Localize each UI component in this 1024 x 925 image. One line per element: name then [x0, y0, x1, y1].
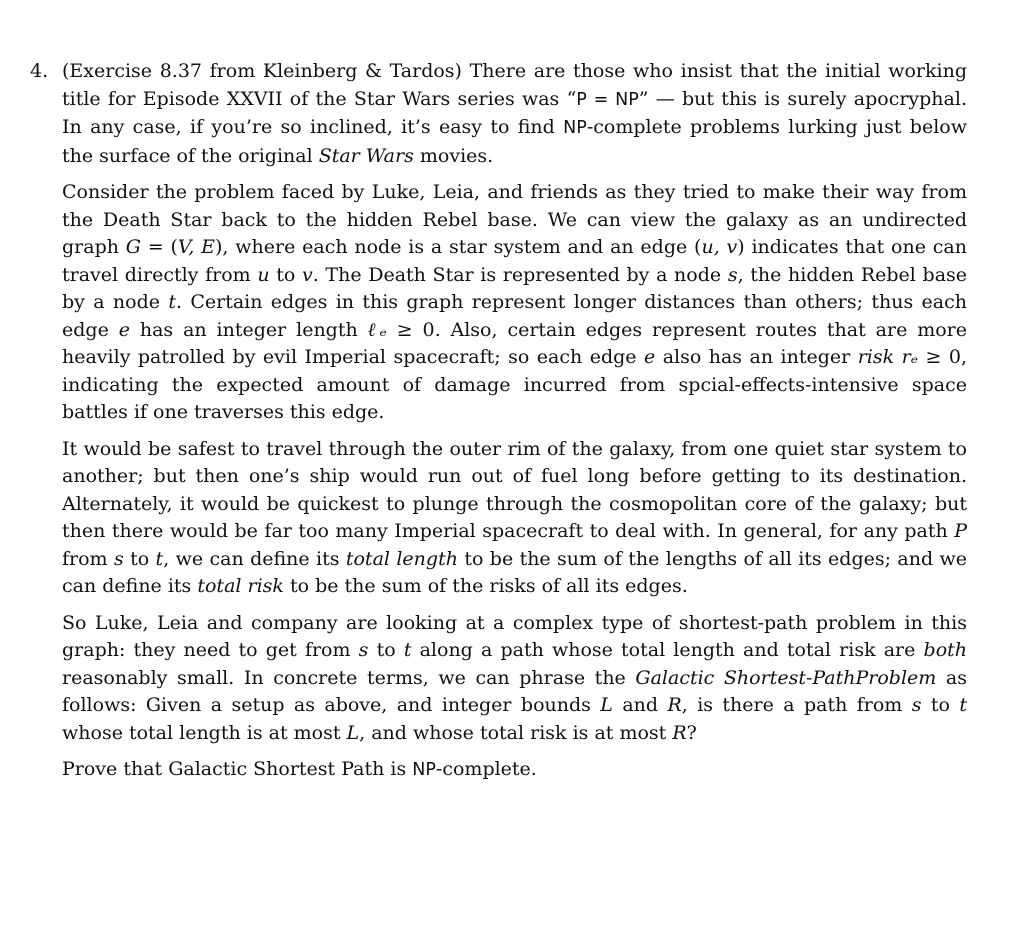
text-segment: t	[403, 639, 412, 661]
text-segment: s	[911, 694, 922, 716]
text-segment: to	[368, 639, 404, 661]
text-segment: . Certain edges in this graph represent longer distances than others; thus each edge	[62, 291, 967, 341]
text-segment: ≥ 0, indicating the expected amount of damage incurred from spcial-effects-intensive space battles if one traverses this edge.	[62, 346, 967, 423]
text-segment: and	[612, 694, 668, 716]
text-segment: Star Wars	[318, 144, 414, 167]
text-segment: , is there a path from	[681, 694, 912, 716]
text-segment: V, E	[177, 236, 216, 258]
text-segment: R	[667, 694, 682, 716]
paragraph-path-tradeoff	[62, 436, 967, 601]
text-segment: Consider the problem faced by Luke, Leia, and friends as they tried to make their way from the Death Star back to the hidden Rebel base. We can view the galaxy as an undirected graph	[62, 181, 967, 258]
text-segment: also has an integer	[655, 346, 858, 368]
problem-number: 4.	[30, 60, 49, 82]
text-segment: to	[269, 263, 302, 286]
text-segment: from	[62, 547, 114, 570]
text-segment: (Exercise 8.37 from Kleinberg & Tardos) There are those who insist that the initial working title for Episode XXVII of the Star Wars series was “	[62, 60, 967, 110]
text-segment: NP	[412, 760, 436, 780]
text-segment: reasonably small. In concrete terms, we can phrase the	[62, 666, 636, 689]
text-segment: t	[959, 694, 967, 716]
text-segment: , and whose total risk is at most	[359, 721, 673, 744]
text-segment: Prove that Galactic Shortest Path is	[62, 758, 413, 780]
text-segment: has an integer length	[129, 318, 368, 341]
problem-content	[62, 58, 967, 785]
text-segment: , we can define its	[163, 547, 346, 570]
exercise-problem	[30, 58, 970, 794]
text-segment: u	[257, 263, 270, 286]
text-segment: P	[954, 520, 967, 542]
text-segment: to be the sum of the lengths of all its edges; and we can define its	[62, 547, 967, 597]
text-segment: e	[643, 346, 656, 368]
text-segment: movies.	[413, 144, 494, 167]
text-segment: along a path whose total length and total risk are	[411, 639, 924, 661]
text-segment: -complete problems lurking just below the surface of the original	[62, 116, 967, 167]
text-segment: L	[600, 694, 613, 716]
text-segment: P = NP	[576, 89, 639, 110]
paragraph-problem-statement	[62, 610, 967, 748]
text-segment: s	[113, 547, 124, 570]
text-segment: ), where each node is a star system and an edge (	[215, 236, 702, 258]
paragraph-graph-setup	[62, 179, 967, 427]
text-segment: to	[123, 547, 156, 570]
text-segment: v	[301, 263, 313, 286]
text-segment: = (	[140, 236, 178, 258]
text-segment: to be the sum of the risks of all its edges.	[283, 575, 688, 597]
text-segment: whose total length is at most	[62, 721, 347, 744]
paragraph-intro	[62, 58, 967, 170]
text-segment: ℓₑ	[367, 318, 387, 341]
text-segment: to	[921, 694, 960, 716]
text-segment: risk rₑ	[857, 346, 919, 368]
text-segment: ) indicates that one can travel directly from	[62, 236, 967, 286]
text-segment: s	[727, 263, 738, 286]
text-segment: It would be safest to travel through the outer rim of the galaxy, from one quiet star system to another; but then one’s ship would run out of fuel long before getting to its destination. Alternately, it would be quickest to plunge through the cosmopolitan core of the galaxy; but then there would be far too many Imperial spacecraft to deal with. In general, for any path	[62, 437, 967, 542]
text-segment: t	[168, 291, 176, 313]
paragraph-task	[62, 756, 967, 785]
text-segment: total risk	[197, 575, 284, 597]
text-segment: . The Death Star is represented by a node	[312, 263, 728, 286]
text-segment: Galactic Shortest-PathProblem	[635, 666, 937, 689]
text-segment: R	[672, 721, 687, 744]
text-segment: So Luke, Leia and company are looking at a complex type of shortest-path problem in this graph: they need to get from	[62, 611, 967, 661]
text-segment: G	[125, 236, 141, 258]
text-segment: , the hidden Rebel base by a node	[62, 263, 968, 313]
text-segment: ?	[686, 721, 697, 744]
text-segment: e	[118, 318, 130, 341]
text-segment: ” — but this is surely apocryphal. In any case, if you’re so inclined, it’s easy to find	[62, 87, 967, 138]
text-segment: total length	[345, 547, 458, 570]
text-segment: both	[923, 639, 968, 661]
text-segment: NP	[563, 118, 587, 138]
text-segment: L	[346, 721, 360, 744]
text-segment: s	[358, 639, 369, 661]
text-segment: -complete.	[435, 758, 537, 780]
text-segment: t	[155, 547, 164, 570]
text-segment: ≥ 0. Also, certain edges represent routes that are more heavily patrolled by evil Imperial spacecraft; so each edge	[62, 318, 967, 368]
text-segment: as follows: Given a setup as above, and integer bounds	[62, 666, 967, 716]
text-segment: u, v	[701, 236, 738, 258]
